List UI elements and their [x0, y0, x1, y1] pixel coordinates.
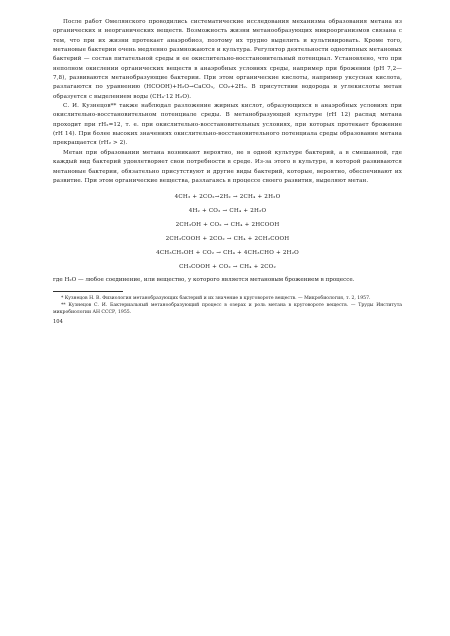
page-number: 104	[53, 319, 63, 326]
equation: 4H₂ + CO₂ → CH₄ + 2H₂O	[188, 208, 267, 215]
equation: 2CH₃COOH + 2CO₂ → CH₄ + 2CH₂COOH	[165, 236, 290, 243]
equation: CH₃COOH + CO₂ → CH₄ + 2CO₂	[179, 264, 276, 271]
page-content	[53, 18, 402, 326]
equation: 4CH₃CH₂OH + CO₂ → CH₄ + 4CH₃CHO + 2H₂O	[156, 250, 299, 257]
paragraph-3: Метан при образовании метана возникают вероятно, не в одной культуре бактерий, а в смешанной, где каждый вид бактерий удовлетворяет свои потребности в среде. Из-за этого в культуре, в которой развиваются метановые бактерии, обязательно присутствуют и другие виды бактерий, которые, вероятно, обеспечивают их развитие. При этом органические вещества, разлагаясь в процессе своего развития, выделяют метан.	[53, 149, 402, 184]
footnote-2: ** Кузнецов С. И. Бактериальный метанообразующий процесс в озерах и роль метана в круговороте веществ. — Труды Института микробиологии АН СССР, 1955.	[53, 302, 402, 315]
footnote-divider	[53, 291, 123, 292]
paragraph-2: С. И. Кузнецов** также наблюдал разложение жирных кислот, образующихся в анаэробных условиях при окислительно-восстановительном потенциале среды. В метанобразующей культуре (rH 12) распад метана проходит при rH₂=12, т. е. при окислительно-восстановительных условиях, при которых протекает брожение (rH 14). При более высоких значениях окислительно-восстановительного потенциала среды образование метана прекращается (rH₂ > 2).	[53, 103, 402, 147]
equation: 4CH₃ + 2CO₂→2H₂ → 2CH₄ + 2H₂O	[174, 194, 281, 201]
footnote-1: * Кузнецов Н. В. Физиология метанобразующих бактерий и их значение в круговороте веществ. — Микробиология, т. 2, 1957.	[61, 295, 371, 301]
equation-note: где H₂O — любое соединение, или вещество, у которого является метановым брожением в процессе.	[53, 277, 355, 284]
paragraph-1: После работ Омелянского проводились систематические исследования механизма образования метана из органических и неорганических веществ. Возможность жизни метанообразующих микроорганизмов связана с тем, что при их жизни протекает анаэробиоз, поэтому их трудно выделить и культивировать. Кроме того, метановые бактерии очень медленно размножаются и культура. Регулятор деятельности однотипных метановых бактерий — состав питательной среды и ее окислительно-восстановительный потенциал. Установлено, что при неполном окислении органических веществ в анаэробных условиях среды, например при брожении (pH 7,2—7,8), развиваются метанобразующие бактерии. При этом органические кислоты, например уксусная кислота, разлагаются по уравнению (HCOOH)+H₂O→CaCO₃, CO₂+2H₂. В присутствии водорода и углекислоты метан образуется с выделением воды (CH₄·12 H₂O).	[53, 19, 402, 100]
equation-block	[53, 190, 402, 274]
equation: 2CH₃OH + CO₂ → CH₄ + 2HCOOH	[175, 222, 280, 229]
